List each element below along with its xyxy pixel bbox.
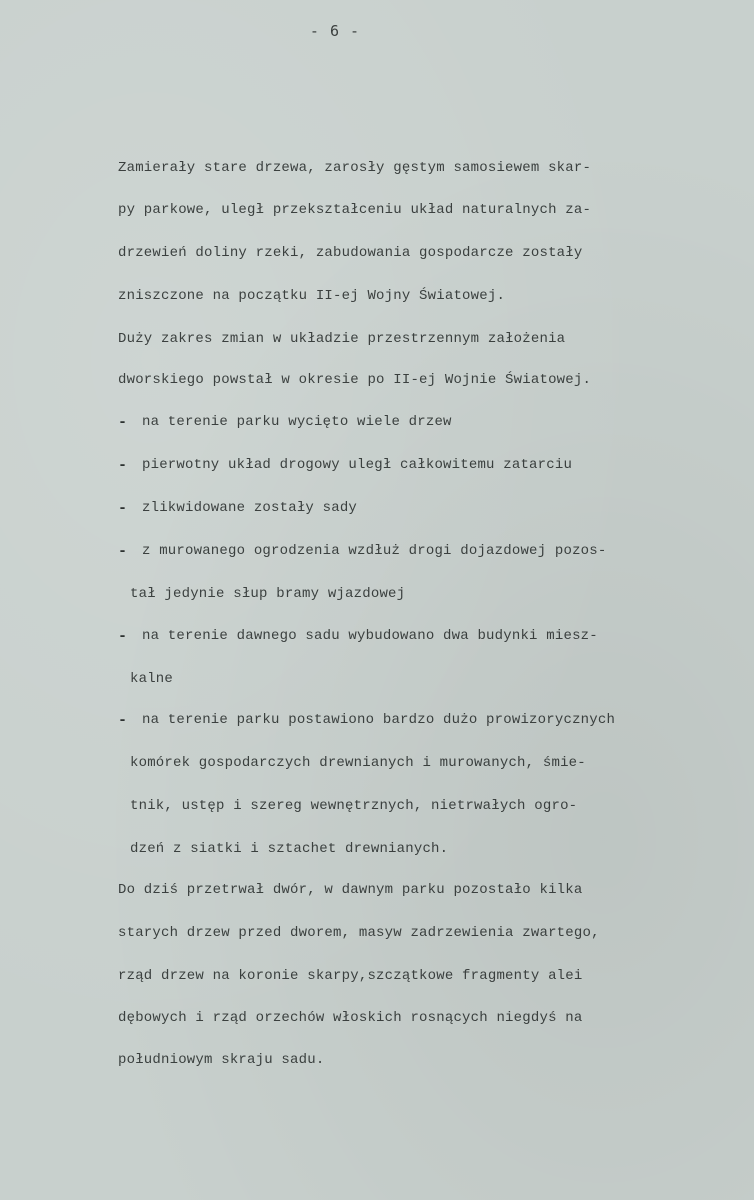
bullet-line: tał jedynie słup bramy wjazdowej	[130, 586, 406, 602]
bullet-line: tnik, ustęp i szereg wewnętrznych, nietrwałych ogro-	[130, 798, 578, 814]
bullet-line: na terenie parku wycięto wiele drzew	[142, 414, 452, 430]
bullet-dash: -	[118, 628, 128, 645]
text-line: Do dziś przetrwał dwór, w dawnym parku pozostało kilka	[118, 882, 583, 898]
page-number: - 6 -	[309, 22, 361, 40]
bullet-dash: -	[118, 500, 128, 517]
bullet-dash: -	[118, 543, 128, 560]
text-line: drzewień doliny rzeki, zabudowania gospodarcze zostały	[118, 245, 583, 261]
bullet-dash: -	[118, 712, 128, 729]
text-line: zniszczone na początku II-ej Wojny Światowej.	[118, 288, 506, 304]
bullet-line: na terenie dawnego sadu wybudowano dwa budynki miesz-	[142, 628, 598, 644]
text-line: rząd drzew na koronie skarpy,szczątkowe fragmenty alei	[118, 968, 583, 984]
text-line: Duży zakres zmian w układzie przestrzennym założenia	[118, 331, 566, 347]
bullet-dash: -	[118, 457, 128, 474]
bullet-line: komórek gospodarczych drewnianych i murowanych, śmie-	[130, 755, 586, 771]
text-line: py parkowe, uległ przekształceniu układ naturalnych za-	[118, 202, 592, 218]
bullet-line: zlikwidowane zostały sady	[142, 500, 358, 516]
bullet-dash: -	[118, 414, 128, 431]
text-line: południowym skraju sadu.	[118, 1052, 325, 1068]
bullet-line: na terenie parku postawiono bardzo dużo prowizorycznych	[142, 712, 616, 728]
bullet-line: kalne	[130, 671, 174, 687]
text-line: dworskiego powstał w okresie po II-ej Wojnie Światowej.	[118, 372, 592, 388]
bullet-line: dzeń z siatki i sztachet drewnianych.	[130, 841, 449, 857]
text-line: Zamierały stare drzewa, zarosły gęstym samosiewem skar-	[118, 160, 592, 176]
bullet-line: pierwotny układ drogowy uległ całkowitemu zatarciu	[142, 457, 573, 473]
text-line: starych drzew przed dworem, masyw zadrzewienia zwartego,	[118, 925, 600, 941]
text-line: dębowych i rząd orzechów włoskich rosnących niegdyś na	[118, 1010, 583, 1026]
bullet-line: z murowanego ogrodzenia wzdłuż drogi dojazdowej pozos-	[142, 543, 607, 559]
